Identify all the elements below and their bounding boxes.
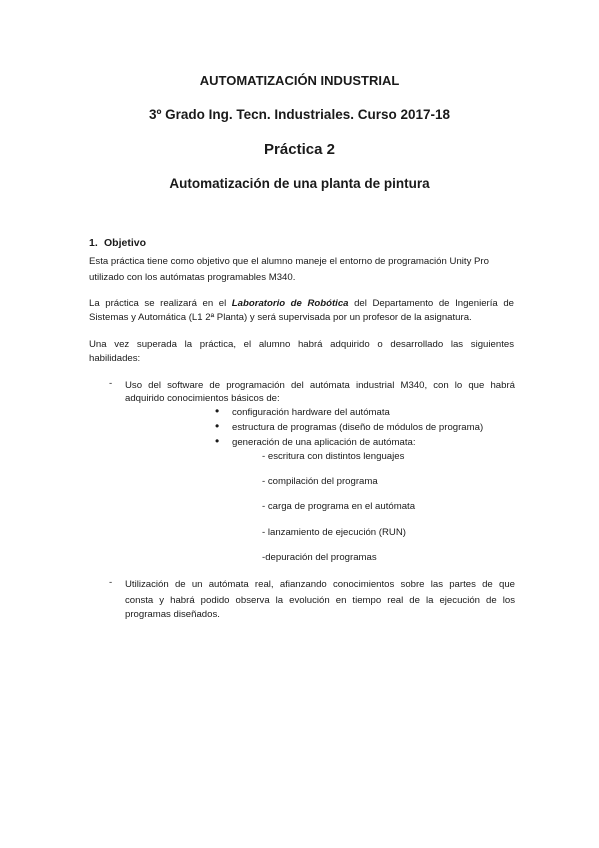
item1-line2: adquirido conocimientos básicos de: bbox=[125, 393, 280, 404]
bullet-marker: • bbox=[215, 434, 220, 448]
section-number: 1. bbox=[89, 237, 98, 249]
item2-line2: consta y habrá podido observa la evolución en tiempo real de la ejecución de los bbox=[125, 595, 515, 606]
para2-text-b: del Departamento de Ingeniería de bbox=[348, 298, 514, 309]
section-heading: Objetivo bbox=[104, 237, 147, 249]
para1-line2: utilizado con los autómatas programables M340. bbox=[89, 272, 296, 283]
bullet-marker: • bbox=[215, 404, 220, 418]
bullet-item: generación de una aplicación de autómata: bbox=[232, 437, 416, 448]
lab-name: Laboratorio de Robótica bbox=[231, 298, 349, 309]
bullet-item: configuración hardware del autómata bbox=[232, 407, 390, 418]
para3-line1: Una vez superada la práctica, el alumno habrá adquirido o desarrollado las siguientes bbox=[89, 339, 514, 350]
course-line: 3º Grado Ing. Tecn. Industriales. Curso 2017-18 bbox=[148, 107, 451, 122]
document-title: AUTOMATIZACIÓN INDUSTRIAL bbox=[199, 73, 400, 88]
item2-line3: programas diseñados. bbox=[125, 609, 220, 620]
para2-text-a: La práctica se realizará en el bbox=[89, 298, 232, 309]
dash-marker: - bbox=[109, 378, 113, 389]
sub-item: -depuración del programas bbox=[262, 552, 377, 563]
item2-line1: Utilización de un autómata real, afianzando conocimientos sobre las partes de que bbox=[125, 579, 515, 590]
sub-item: - compilación del programa bbox=[262, 476, 378, 487]
bullet-item: estructura de programas (diseño de módulos de programa) bbox=[232, 422, 484, 433]
practice-title: Práctica 2 bbox=[264, 141, 335, 158]
para1-line1: Esta práctica tiene como objetivo que el alumno maneje el entorno de programación Unity Pro bbox=[89, 256, 489, 267]
sub-item: - escritura con distintos lenguajes bbox=[262, 451, 405, 462]
item1-line1: Uso del software de programación del autómata industrial M340, con lo que habrá bbox=[125, 380, 515, 391]
bullet-marker: • bbox=[215, 419, 220, 433]
dash-marker: - bbox=[109, 577, 113, 588]
para3-line2: habilidades: bbox=[89, 353, 141, 364]
sub-item: - lanzamiento de ejecución (RUN) bbox=[262, 527, 406, 538]
sub-item: - carga de programa en el autómata bbox=[262, 501, 416, 512]
para2-line1 bbox=[89, 296, 514, 312]
practice-subtitle: Automatización de una planta de pintura bbox=[169, 176, 430, 191]
para2-line2: Sistemas y Automática (L1 2ª Planta) y será supervisada por un profesor de la asignatura. bbox=[89, 312, 472, 323]
